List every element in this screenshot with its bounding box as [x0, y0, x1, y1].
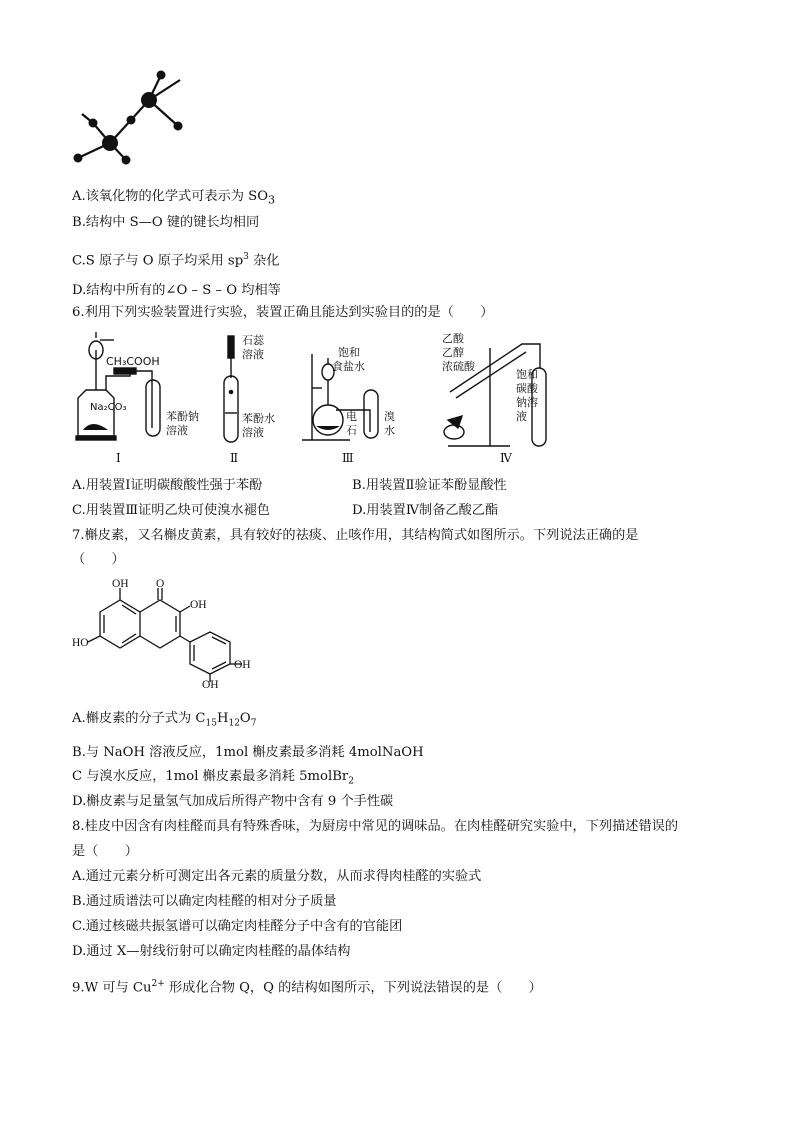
- q9-stem-post: 形成化合物 Q，Q 的结构如图所示，下列说法错误的是（ ）: [164, 980, 542, 996]
- apparatus-3-label-4: 石: [346, 424, 357, 437]
- apparatus-3-label-3: 电: [346, 410, 357, 423]
- q9-stem-text: 9.W 可与 Cu: [72, 980, 152, 996]
- q5-option-a[interactable]: [72, 188, 275, 210]
- apparatus-4-label-1: 乙酸: [442, 332, 464, 345]
- q7-option-a-sub-2: 12: [228, 718, 240, 729]
- struct-oh-2: OH: [190, 599, 207, 611]
- q6-option-c[interactable]: C.用装置Ⅲ证明乙炔可使溴水褪色: [72, 503, 270, 518]
- q6-apparatus-figure: [70, 328, 590, 468]
- apparatus-1-roman: Ⅰ: [116, 451, 121, 465]
- apparatus-4-label-4: 饱和: [516, 368, 538, 381]
- struct-ho: HO: [72, 637, 89, 649]
- quercetin-structure: [72, 578, 252, 688]
- apparatus-4-label-2: 乙醇: [442, 346, 464, 359]
- q5-option-c-sup: 3: [243, 252, 249, 262]
- apparatus-2: [224, 336, 238, 442]
- q7-option-a-o: O: [239, 711, 251, 726]
- struct-o: O: [156, 578, 165, 590]
- apparatus-2-label-1: 石蕊: [242, 334, 264, 347]
- q7-stem-line-2: （ ）: [72, 552, 125, 567]
- apparatus-4-label-7: 液: [516, 410, 527, 423]
- apparatus-3-roman: Ⅲ: [342, 451, 354, 465]
- q7-stem-line-1: 7.槲皮素，又名槲皮黄素，具有较好的祛痰、止咳作用，其结构简式如图所示。下列说法正确的是: [72, 528, 639, 543]
- apparatus-3-label-1: 饱和: [338, 346, 360, 359]
- struct-oh-1: OH: [112, 578, 129, 590]
- q8-option-d[interactable]: D.通过 X—射线衍射可以确定肉桂醛的晶体结构: [72, 944, 351, 959]
- apparatus-1-label-4: 溶液: [166, 424, 188, 437]
- q6-stem: 6.利用下列实验装置进行实验，装置正确且能达到实验目的的是（ ）: [72, 305, 494, 320]
- q5-option-a-text: A.该氧化物的化学式可表示为 SO: [72, 189, 269, 204]
- q6-option-a[interactable]: A.用装置Ⅰ证明碳酸酸性强于苯酚: [72, 478, 263, 493]
- apparatus-3-label-2: 食盐水: [332, 360, 365, 373]
- q6-option-b[interactable]: B.用装置Ⅱ验证苯酚显酸性: [352, 478, 507, 493]
- q7-option-a[interactable]: [72, 710, 256, 733]
- q8-option-a[interactable]: A.通过元素分析可测定出各元素的质量分数，从而求得肉桂醛的实验式: [72, 869, 482, 884]
- apparatus-4-label-5: 碳酸: [516, 382, 538, 395]
- apparatus-1: [76, 332, 160, 440]
- q9-stem-sup: 2+: [151, 979, 165, 989]
- q9-stem: [72, 975, 542, 997]
- so3-ball-stick-model: [70, 70, 200, 168]
- q7-option-b[interactable]: B.与 NaOH 溶液反应，1mol 槲皮素最多消耗 4molNaOH: [72, 745, 424, 760]
- apparatus-4-roman: Ⅳ: [500, 451, 512, 465]
- struct-oh-4: OH: [202, 679, 219, 688]
- q7-option-c-text: C 与溴水反应，1mol 槲皮素最多消耗 5molBr: [72, 769, 349, 784]
- apparatus-4-label-6: 钠溶: [516, 396, 538, 409]
- q5-option-c[interactable]: [72, 248, 279, 270]
- q8-stem-line-1: 8.桂皮中因含有肉桂醛而具有特殊香味，为厨房中常见的调味品。在肉桂醛研究实验中，下列描述错误的: [72, 819, 679, 834]
- q7-option-c-sub: 2: [348, 776, 354, 787]
- q8-option-b[interactable]: B.通过质谱法可以确定肉桂醛的相对分子质量: [72, 894, 337, 909]
- q5-option-d[interactable]: D.结构中所有的∠O – S – O 均相等: [72, 283, 281, 298]
- q7-option-c[interactable]: [72, 768, 354, 791]
- apparatus-2-label-2: 溶液: [242, 348, 264, 361]
- q7-option-a-h: H: [216, 711, 229, 726]
- apparatus-3-label-6: 水: [384, 424, 395, 437]
- apparatus-1-label-3: 苯酚钠: [166, 410, 199, 423]
- q5-option-c-text: C.S 原子与 O 原子均采用 sp: [72, 253, 244, 269]
- apparatus-1-label-1: CH₃COOH: [106, 355, 160, 368]
- q5-option-b[interactable]: B.结构中 S—O 键的键长均相同: [72, 215, 260, 230]
- q7-option-a-sub-3: 7: [250, 718, 257, 729]
- apparatus-3-label-5: 溴: [384, 410, 395, 423]
- q5-option-a-sub: 3: [268, 193, 276, 207]
- apparatus-1-label-2: Na₂CO₃: [90, 402, 127, 413]
- q7-option-a-sub-1: 15: [205, 718, 217, 729]
- struct-oh-3: OH: [234, 659, 251, 671]
- q8-option-c[interactable]: C.通过核磁共振氢谱可以确定肉桂醛分子中含有的官能团: [72, 919, 403, 934]
- q6-option-d[interactable]: D.用装置Ⅳ制备乙酸乙酯: [352, 503, 499, 518]
- q7-option-d[interactable]: D.槲皮素与足量氢气加成后所得产物中含有 9 个手性碳: [72, 794, 394, 809]
- q8-stem-line-2: 是（ ）: [72, 844, 138, 859]
- apparatus-2-roman: Ⅱ: [230, 451, 239, 465]
- q5-option-c-post: 杂化: [248, 253, 280, 269]
- apparatus-4-label-3: 浓硫酸: [442, 360, 475, 373]
- apparatus-2-label-4: 溶液: [242, 426, 264, 439]
- apparatus-2-label-3: 苯酚水: [242, 412, 275, 425]
- q7-option-a-text: A.槲皮素的分子式为 C: [72, 711, 206, 726]
